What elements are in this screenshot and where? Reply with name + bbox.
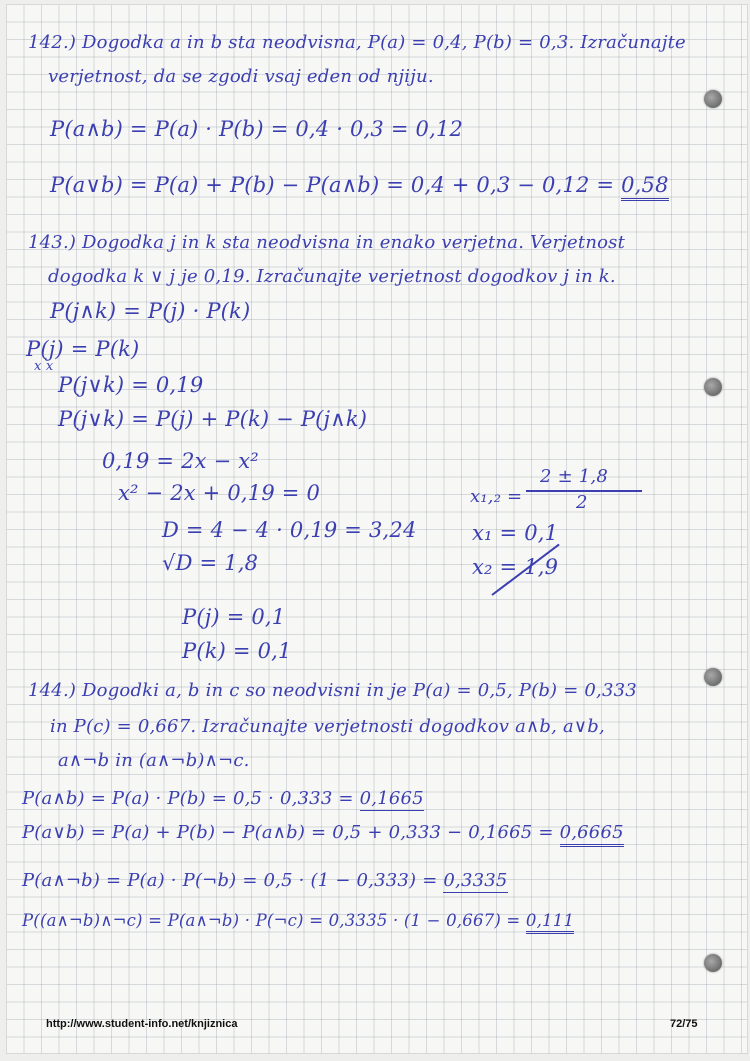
problem-143-root-2: x₂ = 1,9 [472, 555, 559, 579]
problem-144-statement-line1: 144.) Dogodki a, b in c so neodvisni in je P(a) = 0,5, P(b) = 0,333 [28, 680, 637, 701]
calc-expression: P(a∨b) = P(a) + P(b) − P(a∧b) = 0,4 + 0,3 − 0,12 = [50, 173, 615, 197]
problem-142-calc-union [50, 174, 669, 196]
problem-143-statement-line1: 143.) Dogodka j in k sta neodvisna in enako verjetna. Verjetnost [28, 232, 626, 253]
calc-expression: P(a∧b) = P(a) · P(b) = 0,5 · 0,333 = [22, 788, 354, 809]
problem-142-result: 0,58 [621, 173, 669, 201]
problem-144-calc-union [22, 822, 624, 844]
problem-143-quadratic: x² − 2x + 0,19 = 0 [118, 481, 321, 505]
problem-143-statement-line2: dogodka k ∨ j je 0,19. Izračunajte verjetnost dogodkov j in k. [48, 266, 616, 287]
problem-143-equation: 0,19 = 2x − x² [102, 449, 259, 473]
calc-expression: P(a∧¬b) = P(a) · P(¬b) = 0,5 · (1 − 0,333) = [22, 870, 438, 891]
problem-142-calc-intersection: P(a∧b) = P(a) · P(b) = 0,4 · 0,3 = 0,12 [50, 117, 464, 141]
problem-142-statement-line1: 142.) Dogodka a in b sta neodvisna, P(a) = 0,4, P(b) = 0,3. Izračunajte [28, 32, 686, 53]
problem-143-independence: P(j∧k) = P(j) · P(k) [50, 299, 251, 323]
problem-144-result-3: 0,3335 [443, 870, 508, 891]
notebook-sheet [6, 4, 748, 1054]
problem-144-result-2: 0,6665 [560, 822, 624, 847]
punch-hole [704, 668, 722, 686]
problem-143-equal-prob: P(j) = P(k) [26, 337, 140, 361]
problem-144-result-1: 0,1665 [359, 788, 424, 809]
footer-url: http://www.student-info.net/knjiznica [46, 1018, 238, 1030]
problem-142-statement-line2: verjetnost, da se zgodi vsaj eden od njiju. [48, 66, 434, 87]
problem-143-roots-label: x₁,₂ = [470, 486, 523, 507]
punch-hole [704, 378, 722, 396]
problem-143-answer-j: P(j) = 0,1 [182, 605, 286, 629]
problem-143-union-formula: P(j∨k) = P(j) + P(k) − P(j∧k) [58, 407, 368, 431]
punch-hole [704, 954, 722, 972]
problem-144-result-4: 0,111 [526, 911, 574, 934]
problem-144-calc-a-not-b [22, 870, 508, 892]
page-number: 72/75 [670, 1018, 698, 1030]
problem-143-subscripts: x x [34, 359, 54, 374]
problem-144-statement-line2: in P(c) = 0,667. Izračunajte verjetnosti dogodkov a∧b, a∨b, [50, 716, 605, 737]
problem-144-calc-intersection [22, 788, 424, 810]
calc-expression: P((a∧¬b)∧¬c) = P(a∧¬b) · P(¬c) = 0,3335 · (1 − 0,667) = [22, 911, 521, 930]
problem-143-roots-denominator: 2 [576, 492, 588, 513]
problem-144-statement-line3: a∧¬b in (a∧¬b)∧¬c. [58, 750, 250, 771]
problem-143-union-value: P(j∨k) = 0,19 [58, 373, 204, 397]
problem-143-sqrt-discriminant: √D = 1,8 [162, 551, 259, 575]
problem-143-discriminant: D = 4 − 4 · 0,19 = 3,24 [162, 518, 417, 542]
problem-143-answer-k: P(k) = 0,1 [182, 639, 292, 663]
calc-expression: P(a∨b) = P(a) + P(b) − P(a∧b) = 0,5 + 0,333 − 0,1665 = [22, 822, 554, 843]
problem-144-calc-final [22, 910, 574, 932]
problem-143-root-1: x₁ = 0,1 [472, 521, 559, 545]
punch-hole [704, 90, 722, 108]
problem-143-roots-numerator: 2 ± 1,8 [540, 466, 609, 487]
